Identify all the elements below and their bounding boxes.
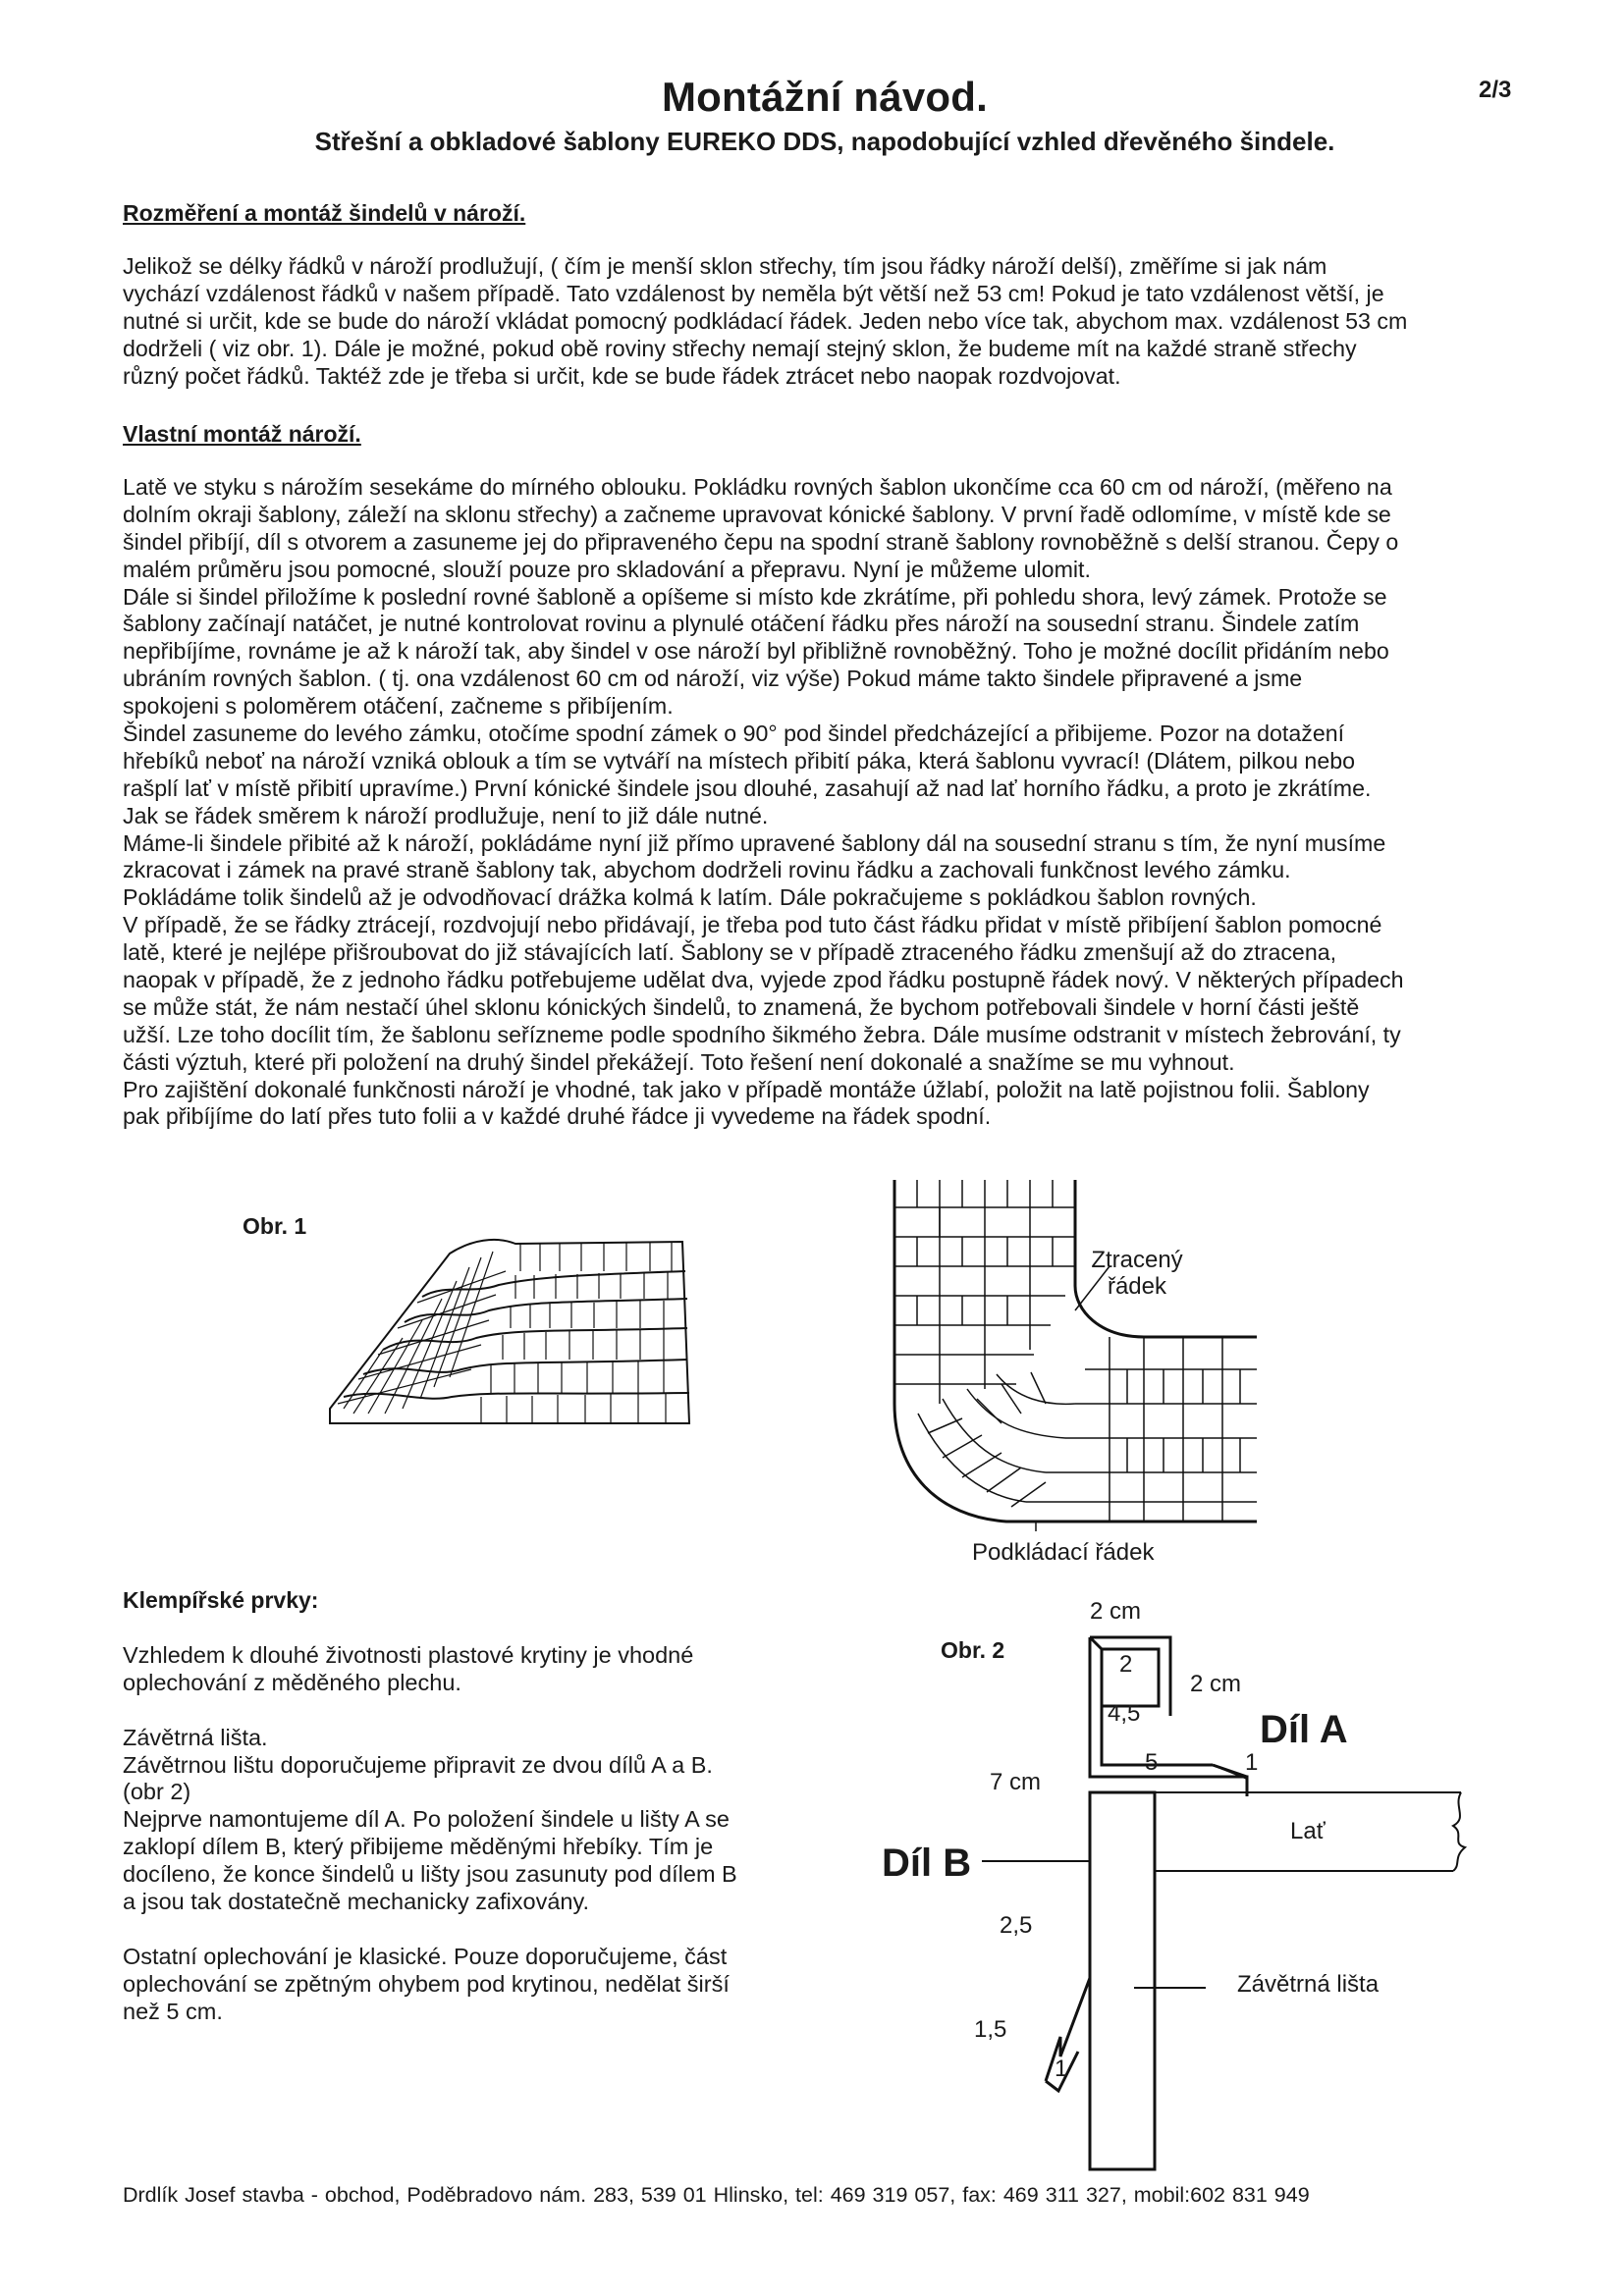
hip-roof-illustration [324,1212,697,1433]
section-body-hip-install [123,474,1596,1131]
dim-side: 2 cm [1190,1671,1242,1697]
section2-line: nepřibíjíme, rovnáme je až k nároží tak, aby šindel v ose nároží byl přibližně rovnoběžný. Toho je možné docílit přidáním nebo [123,638,1389,665]
section2-line: se může stát, že nám nestačí úhel sklonu kónických šindelů, to znamená, že bychom potřebovali šindele v horní části ještě [123,993,1360,1020]
lost-row-illustration [889,1178,1267,1536]
section3-line: (obr 2) [123,1779,191,1805]
section2-line: V případě, že se řádky ztrácejí, rozdvojují nebo přidávají, je třeba pod tuto část řádku přidat v místě přibíjení šablon pomocné [123,912,1382,938]
section2-line: pak přibíjíme do latí přes tuto folii a v každé druhé řádce ji vyvedeme na řádek spodní. [123,1103,992,1130]
callout-lost-row-1: Ztracený [1091,1247,1183,1273]
section2-line: Latě ve styku s nárožím sesekáme do mírného oblouku. Pokládku rovných šablon ukončíme cca 60 cm od nároží, (měřeno na [123,474,1392,500]
dim-25: 2,5 [1000,1912,1033,1939]
dim-7cm: 7 cm [990,1769,1042,1795]
dim-15: 1,5 [974,2016,1007,2043]
section2-line: užší. Lze toho docílit tím, že šablonu seřízneme podle spodního šikmého žebra. Dále musíme odstranit v místech žebrování, ty [123,1021,1401,1047]
section2-line: dolním okraji šablony, záleží na sklonu střechy) a začneme upravovat kónické šablony. V první řadě odlomíme, v místě kde se [123,501,1391,527]
section2-line: Jak se řádek směrem k nároží prodlužuje, není to již dále nutné. [123,802,769,828]
section-heading-measuring: Rozměření a montáž šindelů v nároží. [123,200,526,226]
part-b-label: Díl B [882,1842,972,1885]
dim-inner-2: 2 [1119,1651,1133,1678]
section3-line: a jsou tak dostatečně mechanicky zafixovány. [123,1889,590,1915]
section3-line: zaklopí dílem B, který přibijeme měděnými hřebíky. Tím je [123,1834,714,1860]
section2-line: zkracovat i zámek na pravé straně šablony tak, abychom dodrželi rovinu řádku a zachovali funkčnost levého zámku. [123,857,1291,883]
dim-1-bottom: 1 [1055,2056,1068,2082]
section3-line: Závětrná lišta. [123,1724,268,1750]
section2-line: malém průměru jsou pomocné, slouží pouze pro skladování a přepravu. Nyní je můžeme ulomit. [123,556,1091,582]
section2-line: Pro zajištění dokonalé funkčnosti nároží je vhodné, tak jako v případě montáže úžlabí, položit na latě pojistnou folii. Šablony [123,1076,1370,1102]
section2-line: části výztuh, které při položení na druhý šindel překážejí. Toto řešení není dokonalé a snažíme se mu vyhnout. [123,1048,1235,1075]
section1-line: nutné si určit, kde se bude do nároží vkládat pomocný podkládací řádek. Jeden nebo více tak, abychom max. vzdálenost 53 cm [123,307,1408,334]
section-body-measuring [123,253,1596,390]
section2-line: rašplí lať v místě přibití upravíme.) První kónické šindele jsou dlouhé, zasahují až nad lať horního řádku, a proto je zkrátíme. [123,774,1372,801]
verge-strip-label: Závětrná lišta [1237,1971,1380,1998]
section3-line [123,1697,737,1725]
callout-lost-row-2: řádek [1107,1273,1167,1300]
section3-line: oplechování se zpětným ohybem pod krytinou, nedělat širší [123,1970,730,1997]
section2-line: hřebíků neboť na nároží vzniká oblouk a tím se vytváří na místech přibití páka, která šablonu vyvrací! (Dlátem, pilkou nebo [123,747,1356,774]
section1-line: dodrželi ( viz obr. 1). Dále je možné, pokud obě roviny střechy nemají stejný sklon, že budeme mít na každé straně střechy [123,335,1357,361]
section3-line: než 5 cm. [123,1998,223,2024]
page-title: Montážní návod. [662,74,988,120]
section-heading-flashing: Klempířské prvky: [123,1587,319,1613]
section3-line: Nejprve namontujeme díl A. Po položení šindele u lišty A se [123,1806,730,1833]
batten-label: Lať [1290,1818,1326,1844]
figure1-label: Obr. 1 [243,1213,307,1239]
page-subtitle: Střešní a obkladové šablony EUREKO DDS, napodobující vzhled dřevěného šindele. [314,127,1335,156]
section-body-flashing [123,1642,737,2025]
section2-line: šindel přibíjí, díl s otvorem a zasuneme jej do připraveného čepu na spodní straně šablony rovnoběžně s delší stranou. Čepy o [123,528,1399,555]
dim-1-top: 1 [1245,1749,1259,1776]
dim-45: 4,5 [1108,1700,1141,1727]
dim-top: 2 cm [1090,1598,1142,1625]
section3-line: Ostatní oplechování je klasické. Pouze doporučujeme, část [123,1943,728,1969]
section2-line: ubráním rovných šablon. ( tj. ona vzdálenost 60 cm od nároží, viz výše) Pokud máme takto šindele připravené a jsme [123,666,1303,692]
section3-line [123,1916,737,1944]
part-a-label: Díl A [1260,1708,1348,1751]
page-number: 2/3 [1479,77,1512,103]
dim-5: 5 [1145,1749,1159,1776]
section2-line: Šindel zasuneme do levého zámku, otočíme spodní zámek o 90° pod šindel předcházející a přibijeme. Pozor na dotažení [123,721,1345,747]
section3-line: docíleno, že konce šindelů u lišty jsou zasunuty pod dílem B [123,1861,737,1888]
section3-line: Vzhledem k dlouhé životnosti plastové krytiny je vhodné [123,1642,694,1668]
section-heading-hip-install: Vlastní montáž nároží. [123,421,361,447]
section1-line: vychází vzdálenost řádků v našem případě. Tato vzdálenost by neměla být větší než 53 cm! Pokud je tato vzdálenost větší, je [123,280,1384,306]
section2-line: spokojeni s poloměrem otáčení, začneme s přibíjením. [123,693,674,720]
section2-line: šablony začínají natáčet, je nutné kontrolovat rovinu a plynulé otáčení řádku přes nároží na sousední stranu. Šindele zatím [123,611,1360,637]
figure2-label: Obr. 2 [941,1637,1005,1663]
footer-contact: Drdlík Josef stavba - obchod, Poděbradovo nám. 283, 539 01 Hlinsko, tel: 469 319 057, fax: 469 311 327, mobil:602 831 949 [123,2183,1310,2207]
section2-line: Dále si šindel přiložíme k poslední rovné šabloně a opíšeme si místo kde zkrátíme, při pohledu shora, levý zámek. Protože se [123,583,1387,610]
section2-line: naopak v případě, že z jednoho řádku potřebujeme udělat dva, vyjede zpod řádku postupně řádek nový. V některých případech [123,967,1404,993]
section1-line: různý počet řádků. Taktéž zde je třeba si určit, kde se bude řádek ztrácet nebo naopak rozdvojovat. [123,362,1121,389]
section3-line: Závětrnou lištu doporučujeme připravit ze dvou dílů A a B. [123,1751,713,1778]
section3-line: oplechování z měděného plechu. [123,1669,461,1695]
callout-underlay-row: Podkládací řádek [972,1539,1155,1566]
section1-line: Jelikož se délky řádků v nároží prodlužují, ( čím je menší sklon střechy, tím jsou řádky nároží delší), změříme si jak nám [123,253,1327,279]
section2-line: latě, které je nejlépe přišroubovat do již stávajících latí. Šablony se v případě ztraceného řádku zmenšují až do ztracena, [123,939,1337,966]
section2-line: Pokládáme tolik šindelů až je odvodňovací drážka kolmá k latím. Dále pokračujeme s pokládkou šablon rovných. [123,884,1257,911]
section2-line: Máme-li šindele přibité až k nároží, pokládáme nyní již přímo upravené šablony dál na sousední stranu s tím, že nyní musíme [123,829,1386,856]
